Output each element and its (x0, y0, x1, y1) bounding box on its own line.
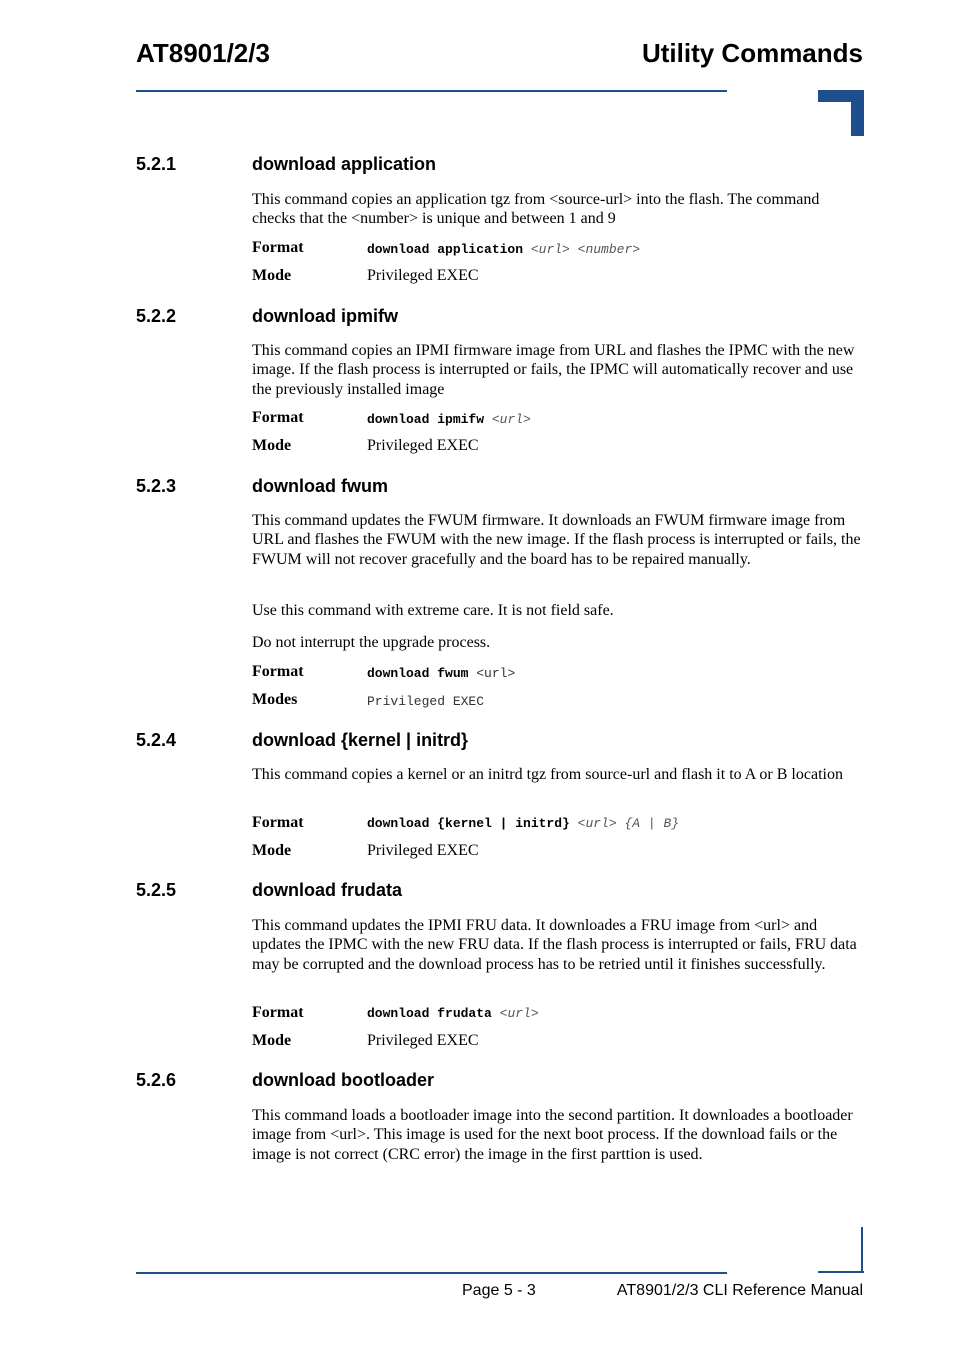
section-paragraph: This command updates the FWUM firmware. It downloads an FWUM firmware image from URL and flashes the FWUM with the new image. If the flash process is interrupted or fails, the FWUM will not recover gracefully and the board has to be repaired manually. (252, 512, 861, 568)
section-title: download fwum (252, 476, 388, 496)
header-rule (136, 90, 727, 92)
format-command: download {kernel | initrd} (367, 816, 570, 831)
format-label: Format (252, 663, 304, 680)
section-number: 5.2.5 (136, 880, 177, 900)
section-paragraph: This command copies an application tgz from <source-url> into the flash. The command checks that the <number> is unique and between 1 and 9 (252, 191, 820, 228)
section-paragraph: This command updates the IPMI FRU data. It downloades a FRU image from <url> and updates the IPMC with the new FRU data. If the flash process is interrupted or fails, FRU data may be corrupted and the download process has to be retried until it finishes successfully. (252, 917, 857, 973)
mode-label: Mode (252, 267, 292, 284)
format-arguments: <url> (499, 1006, 539, 1021)
section-paragraph: This command loads a bootloader image into the second partition. It downloades a bootloader image from <url>. This image is used for the next boot process. If the download fails or the image is not correct (CRC error) the image in the first parttion is used. (252, 1107, 853, 1163)
section-number: 5.2.1 (136, 154, 177, 174)
mode-label: Modes (252, 691, 298, 708)
format-command: download fwum (367, 666, 469, 681)
header-corner-mark-vertical (851, 90, 864, 136)
format-label: Format (252, 1004, 304, 1021)
section-number: 5.2.6 (136, 1070, 177, 1090)
format-command: download application (367, 242, 524, 257)
section-paragraph: This command copies an IPMI firmware image from URL and flashes the IPMC with the new image. If the flash process is interrupted or fails, the IPMC will automatically recover and use the previously installed image (252, 342, 855, 398)
mode-value: Privileged EXEC (367, 1032, 479, 1049)
mode-value: Privileged EXEC (367, 437, 479, 454)
section-number: 5.2.3 (136, 476, 177, 496)
section-title: download bootloader (252, 1070, 434, 1090)
section-title: download {kernel | initrd} (252, 730, 469, 750)
format-arguments: <url> <number> (530, 242, 641, 257)
footer-corner-mark (818, 1271, 864, 1273)
header-chapter-title: Utility Commands (641, 38, 863, 68)
format-syntax (367, 240, 640, 260)
format-label: Format (252, 409, 304, 426)
footer-rule (136, 1272, 727, 1274)
section-number: 5.2.4 (136, 730, 177, 750)
format-label: Format (252, 814, 304, 831)
format-arguments: <url> (476, 666, 516, 681)
section-title: download ipmifw (252, 306, 398, 326)
section-title: download application (252, 154, 436, 174)
section-number: 5.2.2 (136, 306, 177, 326)
mode-value: Privileged EXEC (367, 267, 479, 284)
footer-page-number: Page 5 - 3 (462, 1282, 536, 1299)
format-syntax (367, 410, 531, 430)
footer-corner-mark-vertical (861, 1227, 863, 1273)
section-title: download frudata (252, 880, 402, 900)
mode-label: Mode (252, 842, 292, 859)
format-command: download ipmifw (367, 412, 485, 427)
mode-label: Mode (252, 1032, 292, 1049)
mode-label: Mode (252, 437, 292, 454)
format-command: download frudata (367, 1006, 492, 1021)
mode-value: Privileged EXEC (367, 694, 485, 709)
section-paragraph-caution: Use this command with extreme care. It is not field safe. (252, 602, 614, 619)
format-arguments: <url> (491, 412, 531, 427)
section-paragraph: This command copies a kernel or an initrd tgz from source-url and flash it to A or B location (252, 766, 843, 783)
format-arguments: <url> {A | B} (577, 816, 680, 831)
mode-value: Privileged EXEC (367, 842, 479, 859)
format-syntax (367, 664, 515, 684)
footer-manual-title: AT8901/2/3 CLI Reference Manual (616, 1282, 863, 1299)
format-syntax (367, 814, 679, 834)
header-product-title: AT8901/2/3 (136, 38, 270, 68)
format-syntax (367, 1004, 539, 1024)
section-paragraph-warning: Do not interrupt the upgrade process. (252, 634, 491, 651)
format-label: Format (252, 239, 304, 256)
